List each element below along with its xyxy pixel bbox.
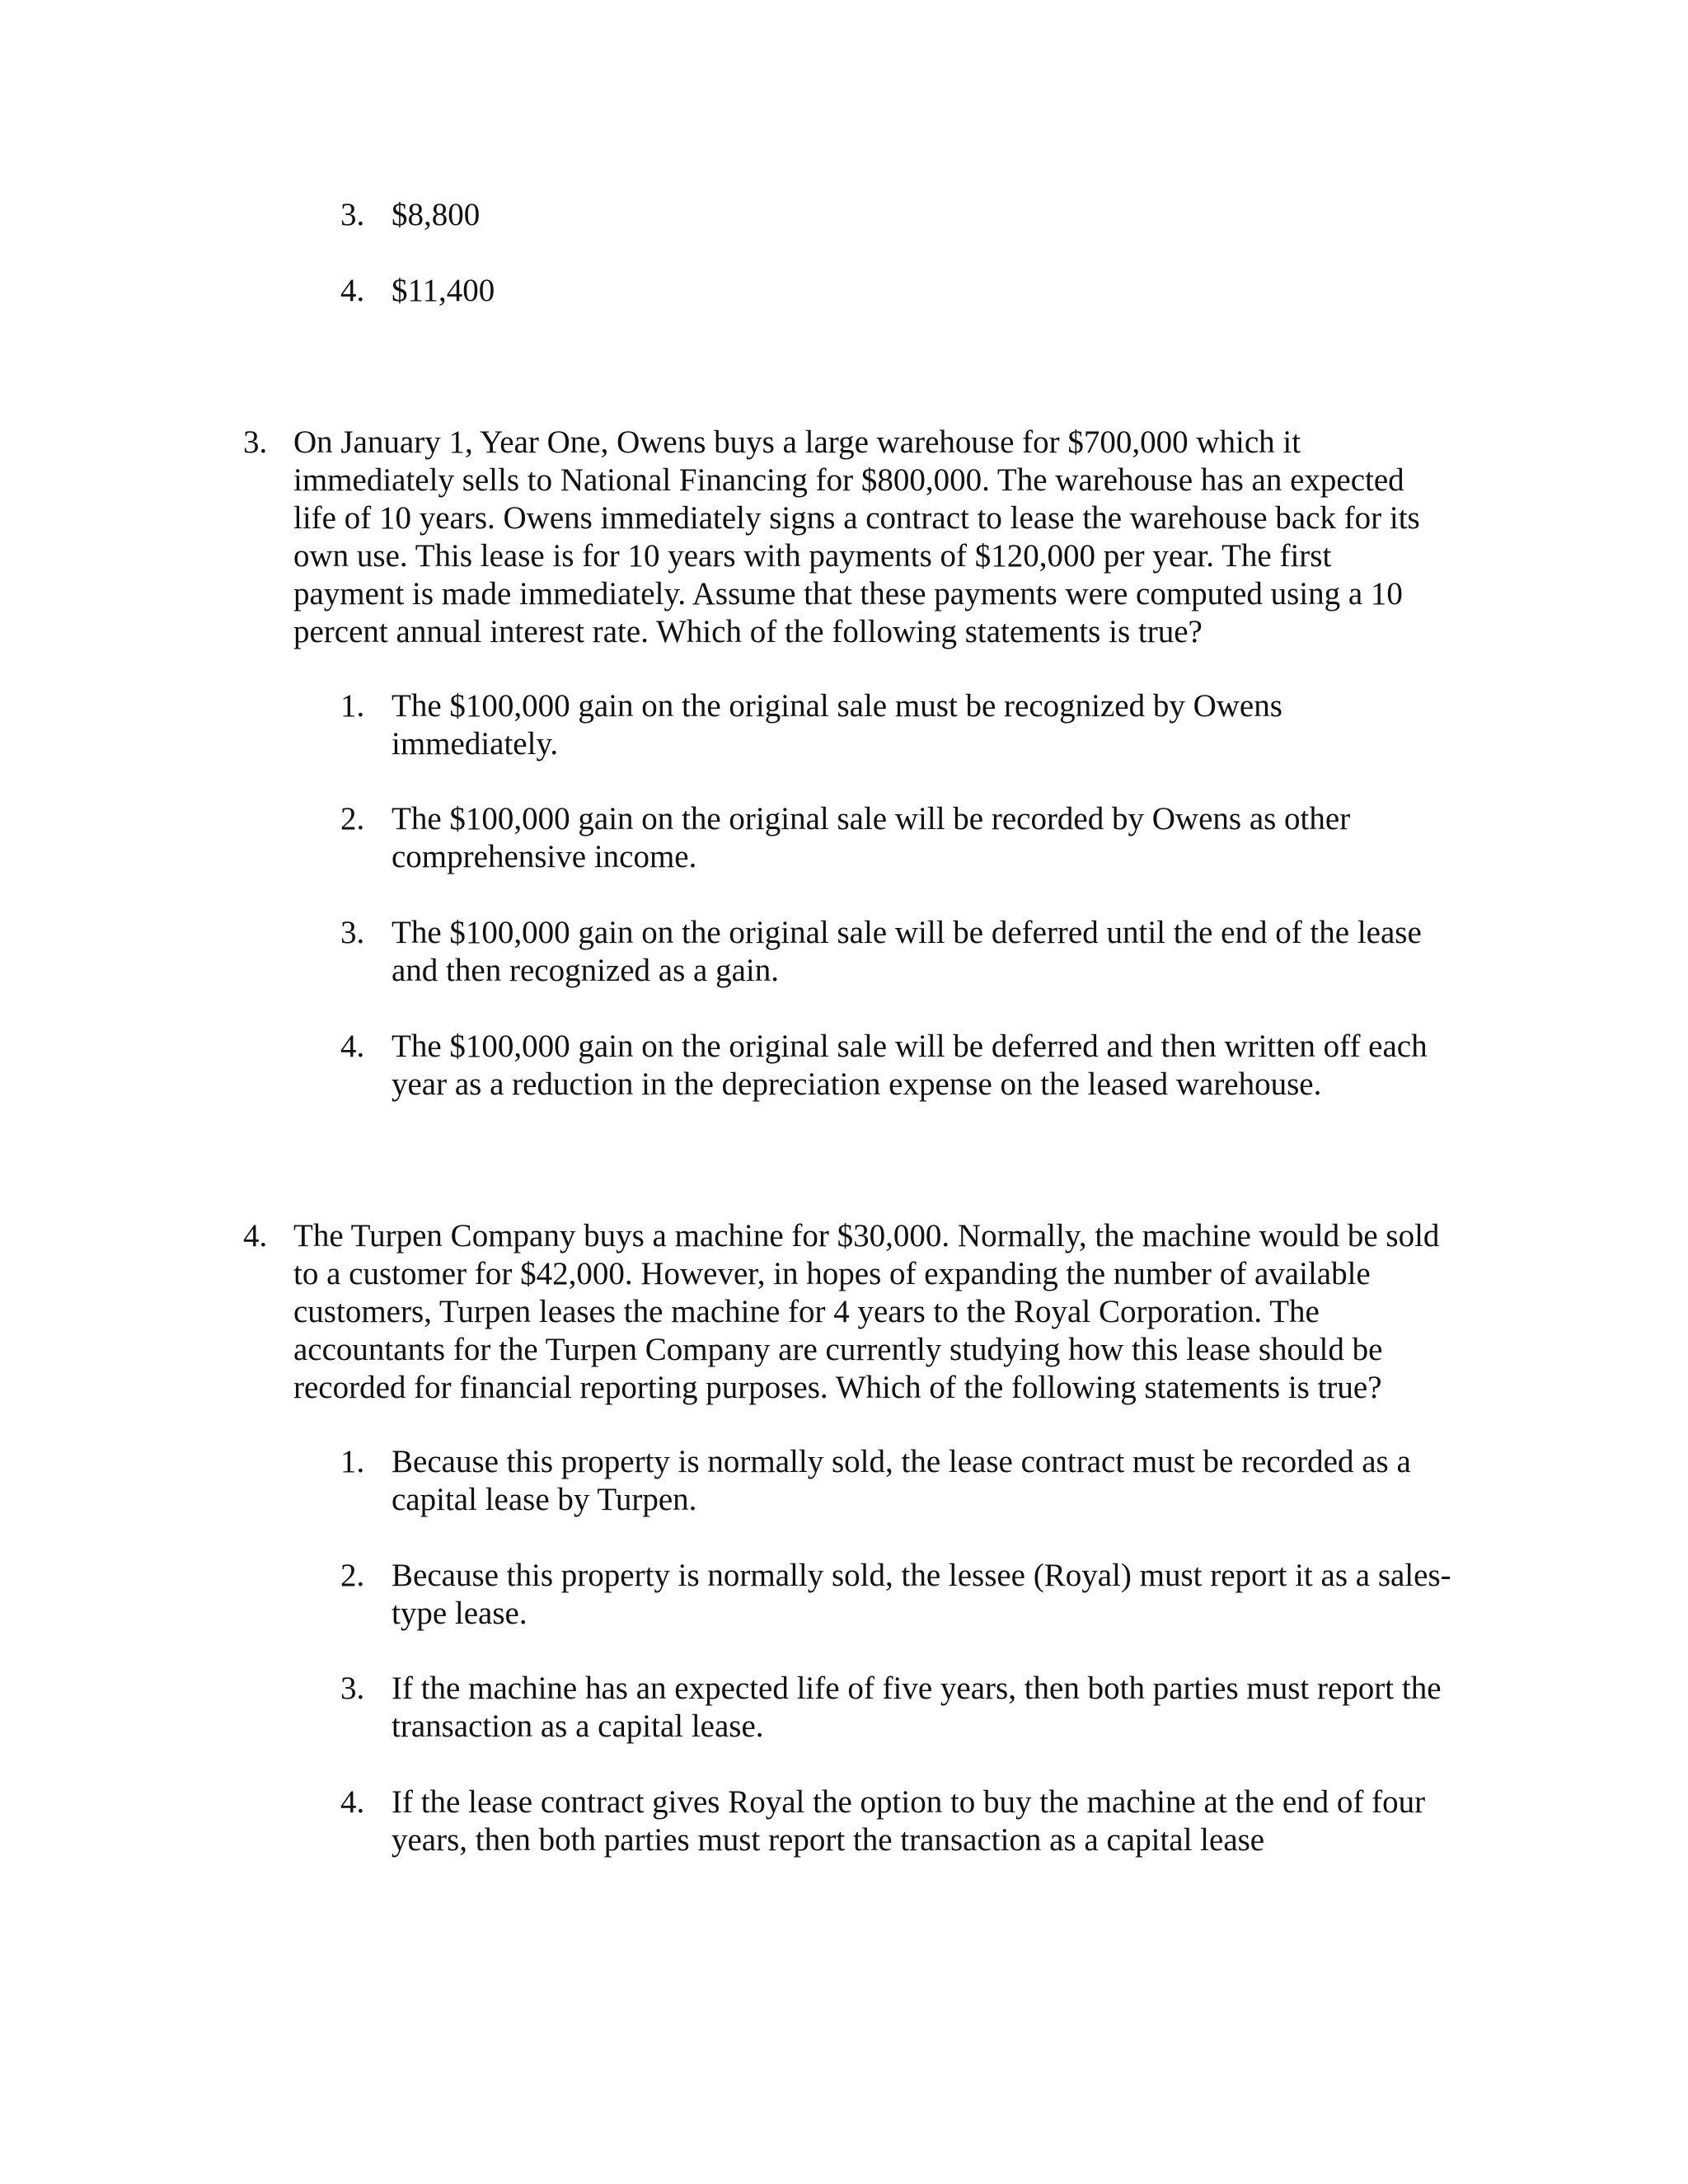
option-number: 4.: [340, 1784, 365, 1820]
option-line: If the lease contract gives Royal the option to buy the machine at the end of four: [392, 1784, 1426, 1820]
option-number: 4.: [340, 273, 365, 308]
option-line: The $100,000 gain on the original sale must be recognized by Owens: [392, 688, 1282, 724]
option-number: 3.: [340, 197, 365, 232]
stem-line: to a customer for $42,000. However, in hopes of expanding the number of available: [293, 1256, 1371, 1291]
option-text: [392, 1443, 1562, 1519]
question-number: 4.: [243, 1218, 268, 1254]
option-text: [392, 914, 1562, 990]
stem-line: payment is made immediately. Assume that these payments were computed using a 10: [293, 576, 1403, 612]
question-stem: [293, 424, 1489, 651]
option-text: [392, 1028, 1562, 1104]
option-line: type lease.: [392, 1596, 528, 1631]
stem-line: accountants for the Turpen Company are currently studying how this lease should be: [293, 1332, 1383, 1367]
option-text: $11,400: [392, 273, 495, 308]
question-number: 3.: [243, 424, 268, 460]
question-stem: [293, 1217, 1489, 1407]
option-line: immediately.: [392, 726, 559, 762]
stem-line: life of 10 years. Owens immediately signs a contract to lease the warehouse back for its: [293, 500, 1420, 536]
option-number: 1.: [340, 1444, 365, 1479]
stem-line: immediately sells to National Financing for $800,000. The warehouse has an expected: [293, 462, 1404, 498]
option-number: 2.: [340, 801, 365, 837]
option-line: Because this property is normally sold, the lessee (Royal) must report it as a sales-: [392, 1558, 1451, 1593]
option-text: [392, 800, 1562, 876]
option-line: The $100,000 gain on the original sale will be deferred until the end of the lease: [392, 915, 1422, 950]
option-text: [392, 1783, 1562, 1859]
option-number: 3.: [340, 1671, 365, 1706]
option-line: capital lease by Turpen.: [392, 1482, 697, 1517]
stem-line: On January 1, Year One, Owens buys a large warehouse for $700,000 which it: [293, 424, 1301, 460]
option-number: 1.: [340, 688, 365, 724]
option-text: [392, 1557, 1562, 1633]
option-text: [392, 1670, 1562, 1746]
stem-line: customers, Turpen leases the machine for 4 years to the Royal Corporation. The: [293, 1294, 1320, 1329]
option-number: 2.: [340, 1558, 365, 1593]
option-text: $8,800: [392, 197, 481, 232]
option-line: The $100,000 gain on the original sale will be recorded by Owens as other: [392, 801, 1351, 837]
option-line: Because this property is normally sold, the lease contract must be recorded as a: [392, 1444, 1411, 1479]
option-line: years, then both parties must report the transaction as a capital lease: [392, 1822, 1265, 1858]
stem-line: own use. This lease is for 10 years with payments of $120,000 per year. The first: [293, 538, 1332, 574]
stem-line: recorded for financial reporting purposes. Which of the following statements is true?: [293, 1370, 1382, 1405]
option-line: and then recognized as a gain.: [392, 953, 779, 988]
option-text: [392, 687, 1562, 763]
option-number: 3.: [340, 915, 365, 950]
option-line: The $100,000 gain on the original sale will be deferred and then written off each: [392, 1029, 1428, 1064]
option-line: If the machine has an expected life of five years, then both parties must report the: [392, 1671, 1442, 1706]
option-number: 4.: [340, 1029, 365, 1064]
option-line: year as a reduction in the depreciation expense on the leased warehouse.: [392, 1066, 1322, 1102]
option-line: transaction as a capital lease.: [392, 1708, 764, 1744]
stem-line: percent annual interest rate. Which of the following statements is true?: [293, 614, 1203, 649]
option-line: comprehensive income.: [392, 839, 697, 874]
stem-line: The Turpen Company buys a machine for $30,000. Normally, the machine would be sold: [293, 1218, 1440, 1254]
